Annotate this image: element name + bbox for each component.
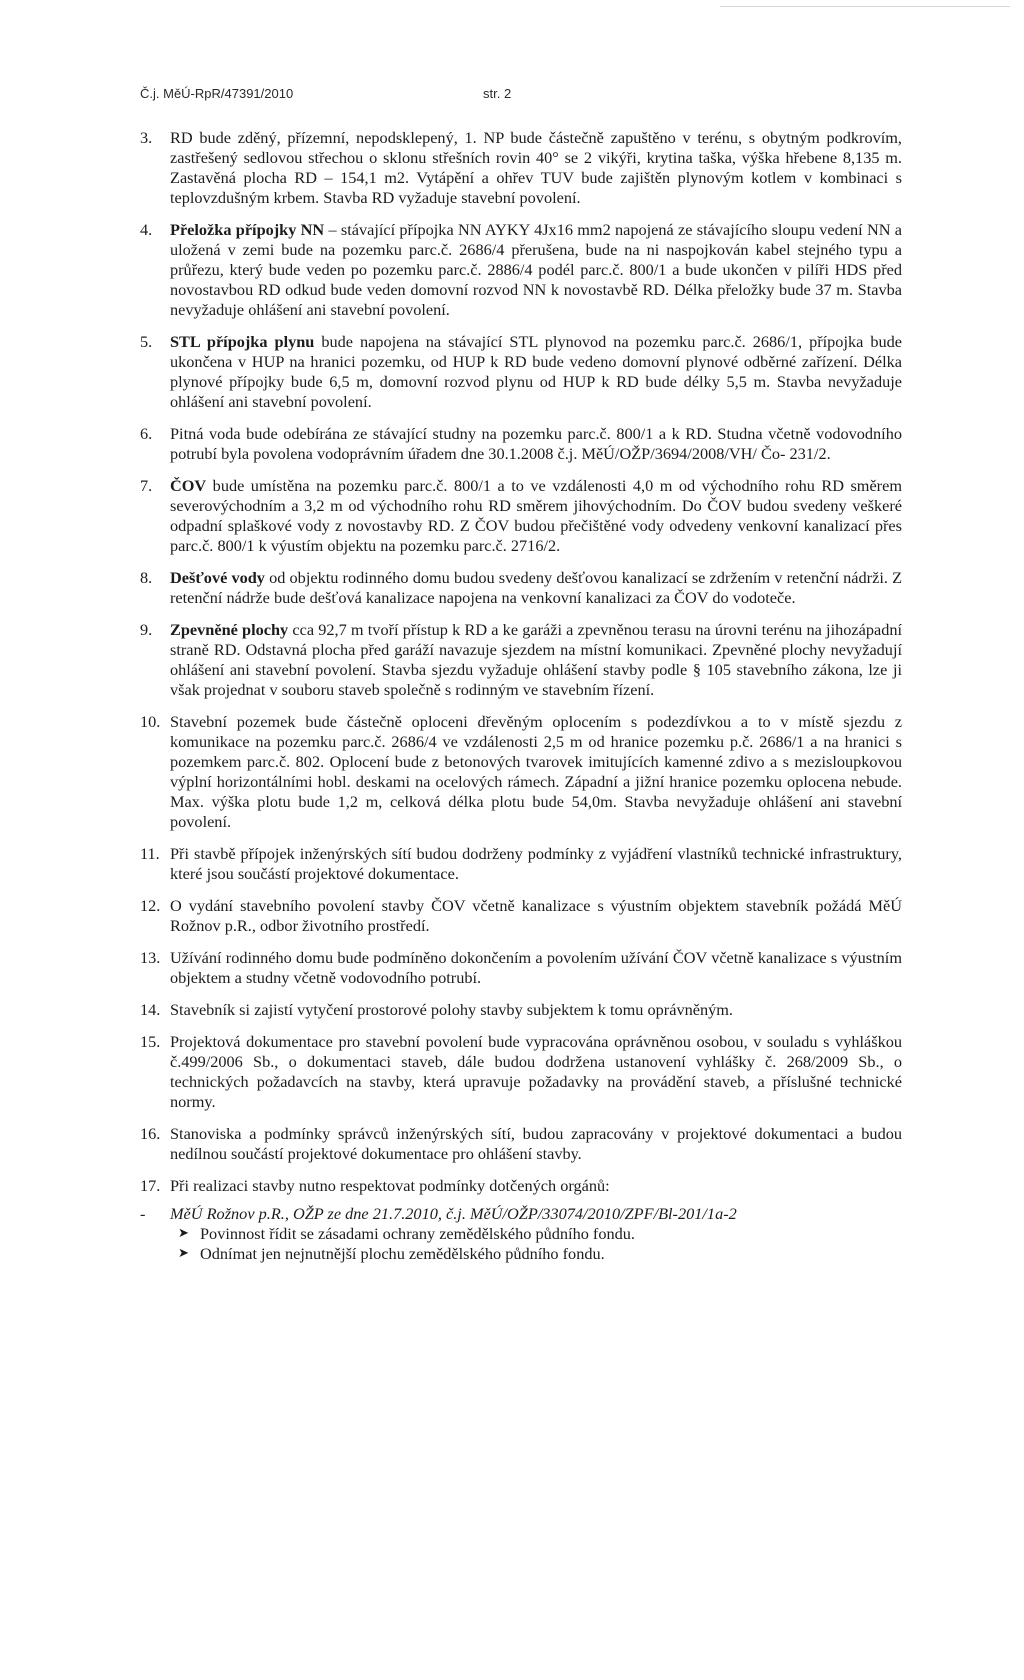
arrow-bullet-icon: ➤ bbox=[178, 1246, 189, 1261]
item-lead: ČOV bbox=[170, 476, 207, 495]
item-number: 13. bbox=[140, 948, 161, 967]
condition-item bbox=[178, 1244, 902, 1264]
item-lead: Přeložka přípojky NN bbox=[170, 220, 325, 239]
page-number: str. 2 bbox=[483, 86, 512, 101]
item-number: 15. bbox=[140, 1032, 161, 1051]
condition-text: Povinnost řídit se zásadami ochrany zemědělského půdního fondu. bbox=[200, 1224, 635, 1243]
item-lead: Zpevněné plochy bbox=[170, 620, 289, 639]
list-item-6 bbox=[140, 424, 902, 464]
item-text: ČOV bude umístěna na pozemku parc.č. 800/1 a to ve vzdálenosti 4,0 m od východního rohu RD směrem severovýchodním a 3,2 m od východního rohu RD směrem jihovýchodním. Do ČOV budou svedeny veškeré odpadní splaškové vody z novostavby RD. Z ČOV budou přečištěné vody odvedeny venkovní kanalizací přes parc.č. 800/1 k výustím objektu na pozemku parc.č. 2716/2. bbox=[170, 476, 902, 555]
item-number: 11. bbox=[140, 844, 160, 863]
condition-item bbox=[178, 1224, 902, 1244]
item-number: 16. bbox=[140, 1124, 161, 1143]
authority-reference bbox=[140, 1204, 902, 1224]
item-text: Dešťové vody od objektu rodinného domu budou svedeny dešťovou kanalizací se zdržením v retenční nádrži. Z retenční nádrže bude dešťová kanalizace napojena na venkovní kanalizaci za ČOV do vodoteče. bbox=[170, 568, 903, 607]
list-item-13 bbox=[140, 948, 902, 988]
list-item-12 bbox=[140, 896, 902, 936]
list-item-10 bbox=[140, 712, 902, 832]
list-item-15 bbox=[140, 1032, 902, 1112]
list-item-9 bbox=[140, 620, 902, 700]
item-number: 8. bbox=[140, 568, 153, 587]
item-text: Zpevněné plochy cca 92,7 m tvoří přístup k RD a ke garáži a zpevněnou terasu na úrovni terénu na jihozápadní straně RD. Odstavná plocha před garáží navazuje sjezdem na místní komunikaci. Zpevněné plochy nevyžadují ohlášení ani stavební povolení. Stavba sjezdu vyžaduje ohlášení stavby podle § 105 stavebního zákona, lze ji však projednat v souboru staveb společně s rodinným ve stavebním řízení. bbox=[170, 620, 902, 699]
list-item-8 bbox=[140, 568, 902, 608]
item-text: Užívání rodinného domu bude podmíněno dokončením a povolením užívání ČOV včetně kanalizace s výustním objektem a studny včetně vodovodního potrubí. bbox=[170, 948, 902, 987]
item-text: Stavební pozemek bude částečně oploceni dřevěným oplocením s podezdívkou a to v místě sjezdu z komunikace na pozemku parc.č. 2686/4 ve vzdálenosti 2,5 m od hranice pozemku p.č. 2686/1 a na hranici s pozemkem parc.č. 802. Oplocení bude z betonových tvarovek imitujících kamenné zdivo a s mezisloupkovou výplní horizontálními hobl. deskami na ocelových rámech. Západní a jižní hranice pozemku oplocena nebude. Max. výška plotu bude 1,2 m, celková délka plotu bude 54,0m. Stavba nevyžaduje ohlášení ani stavební povolení. bbox=[170, 712, 902, 831]
list-item-17 bbox=[140, 1176, 902, 1196]
item-number: 5. bbox=[140, 332, 153, 351]
item-text: Pitná voda bude odebírána ze stávající studny na pozemku parc.č. 800/1 a k RD. Studna včetně vodovodního potrubí byla povolena vodoprávním úřadem dne 30.1.2008 č.j. MěÚ/OŽP/3694/2008/VH/ Čo- 231/2. bbox=[170, 424, 902, 463]
item-lead: STL přípojka plynu bbox=[170, 332, 315, 351]
list-item-7 bbox=[140, 476, 902, 556]
item-lead: Dešťové vody bbox=[170, 568, 265, 587]
reference-number: Č.j. MěÚ-RpR/47391/2010 bbox=[140, 86, 294, 101]
item-text: O vydání stavebního povolení stavby ČOV včetně kanalizace s výustním objektem stavebník požádá MěÚ Rožnov p.R., odbor životního prostředí. bbox=[170, 896, 902, 935]
item-text: STL přípojka plynu bude napojena na stávající STL plynovod na pozemku parc.č. 2686/1, přípojka bude ukončena v HUP na hranici pozemku, od HUP k RD bude vedeno domovní plynové odběrné zařízení. Délka plynové přípojky bude 6,5 m, domovní rozvod plynu od HUP k RD bude délky 5,5 m. Stavba nevyžaduje ohlášení ani stavební povolení. bbox=[170, 332, 902, 411]
item-text: Při stavbě přípojek inženýrských sítí budou dodrženy podmínky z vyjádření vlastníků technické infrastruktury, které jsou součástí projektové dokumentace. bbox=[170, 844, 902, 883]
item-text: RD bude zděný, přízemní, nepodsklepený, 1. NP bude částečně zapuštěno v terénu, s obytným podkrovím, zastřešený sedlovou střechou o sklonu střešních rovin 40° se 2 vikýři, krytina taška, výška hřebene 8,135 m. Zastavěná plocha RD – 154,1 m2. Vytápění a ohřev TUV bude zajištěn plynovým kotlem v kombinaci s teplovzdušným krbem. Stavba RD vyžaduje stavební povolení. bbox=[170, 128, 902, 207]
condition-text: Odnímat jen nejnutnější plochu zemědělského půdního fondu. bbox=[200, 1244, 605, 1263]
item-text: Přeložka přípojky NN – stávající přípojka NN AYKY 4Jx16 mm2 napojená ze stávajícího sloupu vedení NN a uložená v zemi bude na pozemku parc.č. 2686/4 přerušena, bude na ni naspojkován kabel stejného typu a průřezu, který bude veden po pozemku parc.č. 2886/4 podél parc.č. 800/1 a bude ukončen v pilíři HDS před novostavbou RD odkud bude veden domovní rozvod NN k novostavbě RD. Délka přeložky bude 37 m. Stavba nevyžaduje ohlášení ani stavební povolení. bbox=[170, 220, 902, 319]
item-text: Stanoviska a podmínky správců inženýrských sítí, budou zapracovány v projektové dokumentaci a budou nedílnou součástí projektové dokumentace pro ohlášení stavby. bbox=[170, 1124, 902, 1163]
condition-list bbox=[178, 1224, 902, 1264]
item-number: 7. bbox=[140, 476, 153, 495]
list-item-4 bbox=[140, 220, 902, 320]
arrow-bullet-icon: ➤ bbox=[178, 1226, 189, 1241]
item-number: 14. bbox=[140, 1000, 161, 1019]
page-header bbox=[140, 86, 560, 101]
item-number: 6. bbox=[140, 424, 153, 443]
authority-reference-text: MěÚ Rožnov p.R., OŽP ze dne 21.7.2010, č.j. MěÚ/OŽP/33074/2010/ZPF/Bl-201/1a-2 bbox=[170, 1204, 737, 1223]
list-item-14 bbox=[140, 1000, 902, 1020]
item-number: 10. bbox=[140, 712, 161, 731]
list-item-5 bbox=[140, 332, 902, 412]
item-text: Při realizaci stavby nutno respektovat podmínky dotčených orgánů: bbox=[170, 1176, 610, 1195]
item-number: 9. bbox=[140, 620, 153, 639]
list-item-3 bbox=[140, 128, 902, 208]
item-number: 12. bbox=[140, 896, 161, 915]
list-item-11 bbox=[140, 844, 902, 884]
item-text: Projektová dokumentace pro stavební povolení bude vypracována oprávněnou osobou, v souladu s vyhláškou č.499/2006 Sb., o dokumentaci staveb, dále budou dodržena ustanovení vyhlášky č. 268/2009 Sb., o technických požadavcích na stavby, která upravuje požadavky na provádění staveb, a příslušné technické normy. bbox=[170, 1032, 902, 1111]
dash-mark: - bbox=[140, 1204, 146, 1223]
item-number: 17. bbox=[140, 1176, 161, 1195]
item-text: Stavebník si zajistí vytyčení prostorové polohy stavby subjektem k tomu oprávněným. bbox=[170, 1000, 733, 1019]
scan-edge-line bbox=[720, 6, 1010, 7]
document-body bbox=[140, 128, 902, 1264]
item-number: 4. bbox=[140, 220, 153, 239]
list-item-16 bbox=[140, 1124, 902, 1164]
item-number: 3. bbox=[140, 128, 153, 147]
